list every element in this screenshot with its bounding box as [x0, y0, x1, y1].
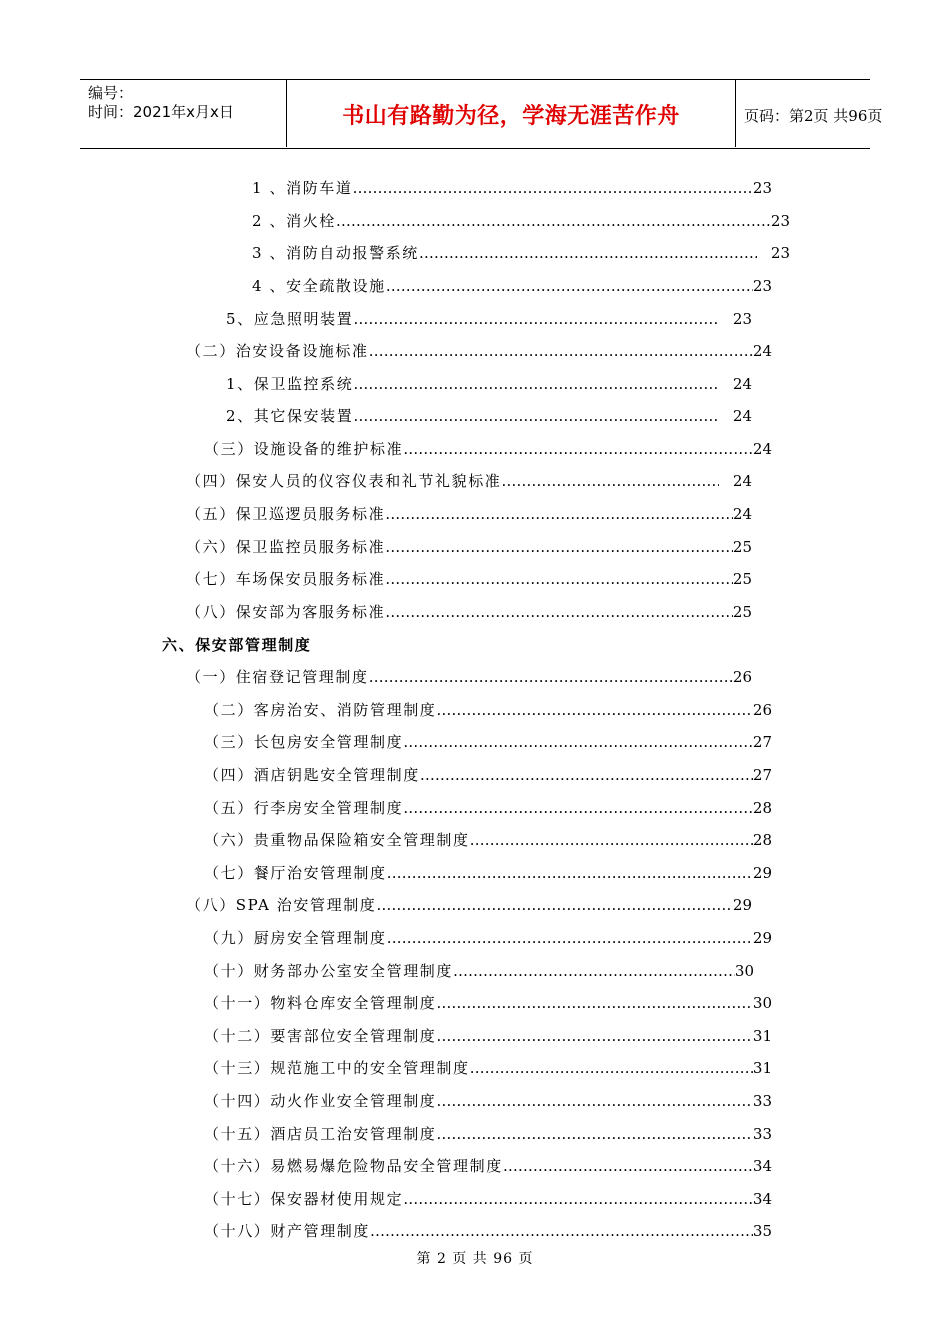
toc-entry[interactable]: [186, 536, 752, 558]
toc-entry[interactable]: [186, 503, 752, 525]
toc-entry-title: （十）财务部办公室安全管理制度: [204, 962, 454, 980]
toc-entry[interactable]: [204, 1090, 772, 1112]
toc-entry-title: （六）贵重物品保险箱安全管理制度: [204, 831, 470, 849]
toc-entry[interactable]: [204, 438, 772, 460]
toc-entry-page: 24: [752, 440, 772, 458]
toc-entry-title: （十二）要害部位安全管理制度: [204, 1027, 437, 1045]
toc-entry[interactable]: [204, 1123, 772, 1145]
toc-entry-page: 29: [752, 929, 772, 947]
toc-entry-page: 26: [752, 701, 772, 719]
toc-entry[interactable]: [204, 829, 772, 851]
toc-entry-title: 1、保卫监控系统: [226, 375, 354, 393]
toc-entry-title: （十八）财产管理制度: [204, 1222, 371, 1240]
toc-leader: [453, 962, 735, 980]
toc-entry[interactable]: [226, 373, 752, 395]
toc-entry-page: 30: [752, 994, 772, 1012]
toc-entry-title: （十七）保安器材使用规定: [204, 1190, 404, 1208]
toc-leader: [353, 375, 719, 393]
toc-leader: [470, 831, 753, 849]
toc-entry-page: 28: [752, 831, 772, 849]
toc-entry-title: （十五）酒店员工治安管理制度: [204, 1125, 437, 1143]
toc-entry-page: 24: [732, 472, 752, 490]
section-heading: 六、保安部管理制度: [162, 636, 312, 654]
page-footer: 第 2 页 共 96 页: [416, 1251, 534, 1267]
toc-entry-title: 1 、消防车道: [252, 179, 353, 197]
toc-entry[interactable]: [204, 699, 772, 721]
toc-entry[interactable]: [204, 764, 772, 786]
toc-entry[interactable]: [204, 862, 772, 884]
toc-leader: [419, 244, 757, 262]
toc-entry[interactable]: [226, 308, 752, 330]
page-header: [80, 79, 883, 149]
toc-entry[interactable]: [226, 405, 752, 427]
toc-leader: [403, 733, 753, 751]
toc-entry-title: （四）保安人员的仪容仪表和礼节礼貌标准: [186, 472, 502, 490]
toc-entry-title: （七）车场保安员服务标准: [186, 570, 386, 588]
header-motto-box: [286, 79, 736, 147]
toc-entry-page: 23: [732, 310, 752, 328]
toc-leader: [436, 1092, 753, 1110]
toc-entry-page: 34: [752, 1190, 772, 1208]
toc-leader: [353, 310, 719, 328]
toc-entry-title: 2、其它保安装置: [226, 407, 354, 425]
toc-entry-page: 29: [752, 864, 772, 882]
toc-entry-page: 31: [752, 1027, 772, 1045]
toc-entry-title: 3 、消防自动报警系统: [252, 244, 419, 262]
toc-entry-page: 30: [734, 962, 754, 980]
toc-leader: [353, 179, 753, 197]
toc-leader: [385, 570, 733, 588]
document-number-label: 编号：: [88, 84, 134, 102]
toc-entry[interactable]: [186, 470, 752, 492]
toc-leader: [386, 277, 753, 295]
toc-leader: [353, 407, 719, 425]
toc-entry[interactable]: [186, 568, 752, 590]
toc-entry-page: 33: [752, 1092, 772, 1110]
toc-entry-title: （五）行李房安全管理制度: [204, 799, 404, 817]
toc-entry[interactable]: [252, 275, 772, 297]
toc-leader: [436, 1027, 753, 1045]
toc-entry[interactable]: [204, 1220, 772, 1242]
toc-entry-title: （十六）易燃易爆危险物品安全管理制度: [204, 1157, 503, 1175]
toc-entry[interactable]: [204, 1155, 772, 1177]
toc-entry-page: 27: [752, 766, 772, 784]
toc-entry-title: （二）治安设备设施标准: [186, 342, 369, 360]
toc-entry-page: 23: [752, 179, 772, 197]
toc-entry[interactable]: [204, 797, 772, 819]
toc-entry-title: （十四）动火作业安全管理制度: [204, 1092, 437, 1110]
toc-entry-title: （四）酒店钥匙安全管理制度: [204, 766, 420, 784]
toc-entry[interactable]: [252, 210, 790, 232]
toc-entry[interactable]: [204, 960, 754, 982]
toc-entry-page: 28: [752, 799, 772, 817]
toc-entry-page: 34: [752, 1157, 772, 1175]
toc-entry[interactable]: [204, 1188, 772, 1210]
toc-entry-page: 24: [732, 505, 752, 523]
toc-entry-page: 24: [732, 375, 752, 393]
toc-entry-page: 25: [732, 603, 752, 621]
header-meta: [88, 84, 234, 122]
toc-entry[interactable]: [204, 1025, 772, 1047]
toc-entry[interactable]: [204, 1057, 772, 1079]
toc-leader: [420, 766, 753, 784]
toc-entry-title: （十一）物料仓库安全管理制度: [204, 994, 437, 1012]
toc-entry-title: （十三）规范施工中的安全管理制度: [204, 1059, 470, 1077]
toc-leader: [436, 701, 753, 719]
toc-entry[interactable]: [204, 731, 772, 753]
toc-entry-page: 24: [752, 342, 772, 360]
toc-leader: [385, 538, 733, 556]
toc-entry-title: （三）长包房安全管理制度: [204, 733, 404, 751]
toc-leader: [387, 929, 753, 947]
toc-leader: [503, 1157, 753, 1175]
toc-leader: [436, 994, 753, 1012]
toc-leader: [501, 472, 719, 490]
toc-entry-page: 35: [752, 1222, 772, 1240]
toc-leader: [403, 1190, 753, 1208]
toc-entry-title: （三）设施设备的维护标准: [204, 440, 404, 458]
toc-leader: [385, 603, 733, 621]
toc-entry-page: 33: [752, 1125, 772, 1143]
toc-entry[interactable]: [186, 340, 772, 362]
toc-entry[interactable]: [204, 992, 772, 1014]
toc-leader: [336, 212, 771, 230]
toc-leader: [369, 668, 733, 686]
toc-entry[interactable]: [204, 927, 772, 949]
toc-leader: [370, 1222, 753, 1240]
toc-entry[interactable]: [186, 894, 752, 916]
toc-leader: [385, 505, 733, 523]
toc-leader: [387, 864, 753, 882]
toc-entry-title: （九）厨房安全管理制度: [204, 929, 387, 947]
toc-entry-page: 31: [752, 1059, 772, 1077]
toc-leader: [470, 1059, 753, 1077]
toc-entry-page: 29: [732, 896, 752, 914]
toc-entry-page: 25: [732, 538, 752, 556]
toc-entry-page: 23: [770, 244, 790, 262]
toc-entry-page: 23: [770, 212, 790, 230]
header-motto: 书山有路勤为径，学海无涯苦作舟: [342, 103, 680, 129]
toc-entry-title: （一）住宿登记管理制度: [186, 668, 369, 686]
header-page-label: 页码：第2页 共96页: [744, 107, 883, 125]
toc-entry-title: （七）餐厅治安管理制度: [204, 864, 387, 882]
toc-entry-title: （八）SPA 治安管理制度: [186, 896, 377, 914]
toc-entry-title: （八）保安部为客服务标准: [186, 603, 386, 621]
toc-entry[interactable]: [186, 601, 752, 623]
toc-entry-title: 4 、安全疏散设施: [252, 277, 386, 295]
document-time-label: 时间：2021年x月x日: [88, 103, 234, 121]
toc-entry-page: 26: [732, 668, 752, 686]
toc-leader: [436, 1125, 753, 1143]
toc-entry-title: 5、应急照明装置: [226, 310, 354, 328]
toc-entry-title: 2 、消火栓: [252, 212, 336, 230]
toc-leader: [376, 896, 733, 914]
toc-entry-title: （六）保卫监控员服务标准: [186, 538, 386, 556]
toc-entry-title: （二）客房治安、消防管理制度: [204, 701, 437, 719]
toc-entry-title: （五）保卫巡逻员服务标准: [186, 505, 386, 523]
toc-entry[interactable]: [186, 666, 752, 688]
toc-leader: [403, 440, 753, 458]
toc-entry-page: 25: [732, 570, 752, 588]
toc-entry-page: 24: [732, 407, 752, 425]
toc-leader: [403, 799, 753, 817]
toc-entry-page: 27: [752, 733, 772, 751]
toc-entry[interactable]: [252, 242, 790, 264]
toc-leader: [369, 342, 753, 360]
toc-entry[interactable]: [252, 177, 772, 199]
toc-entry-page: 23: [752, 277, 772, 295]
